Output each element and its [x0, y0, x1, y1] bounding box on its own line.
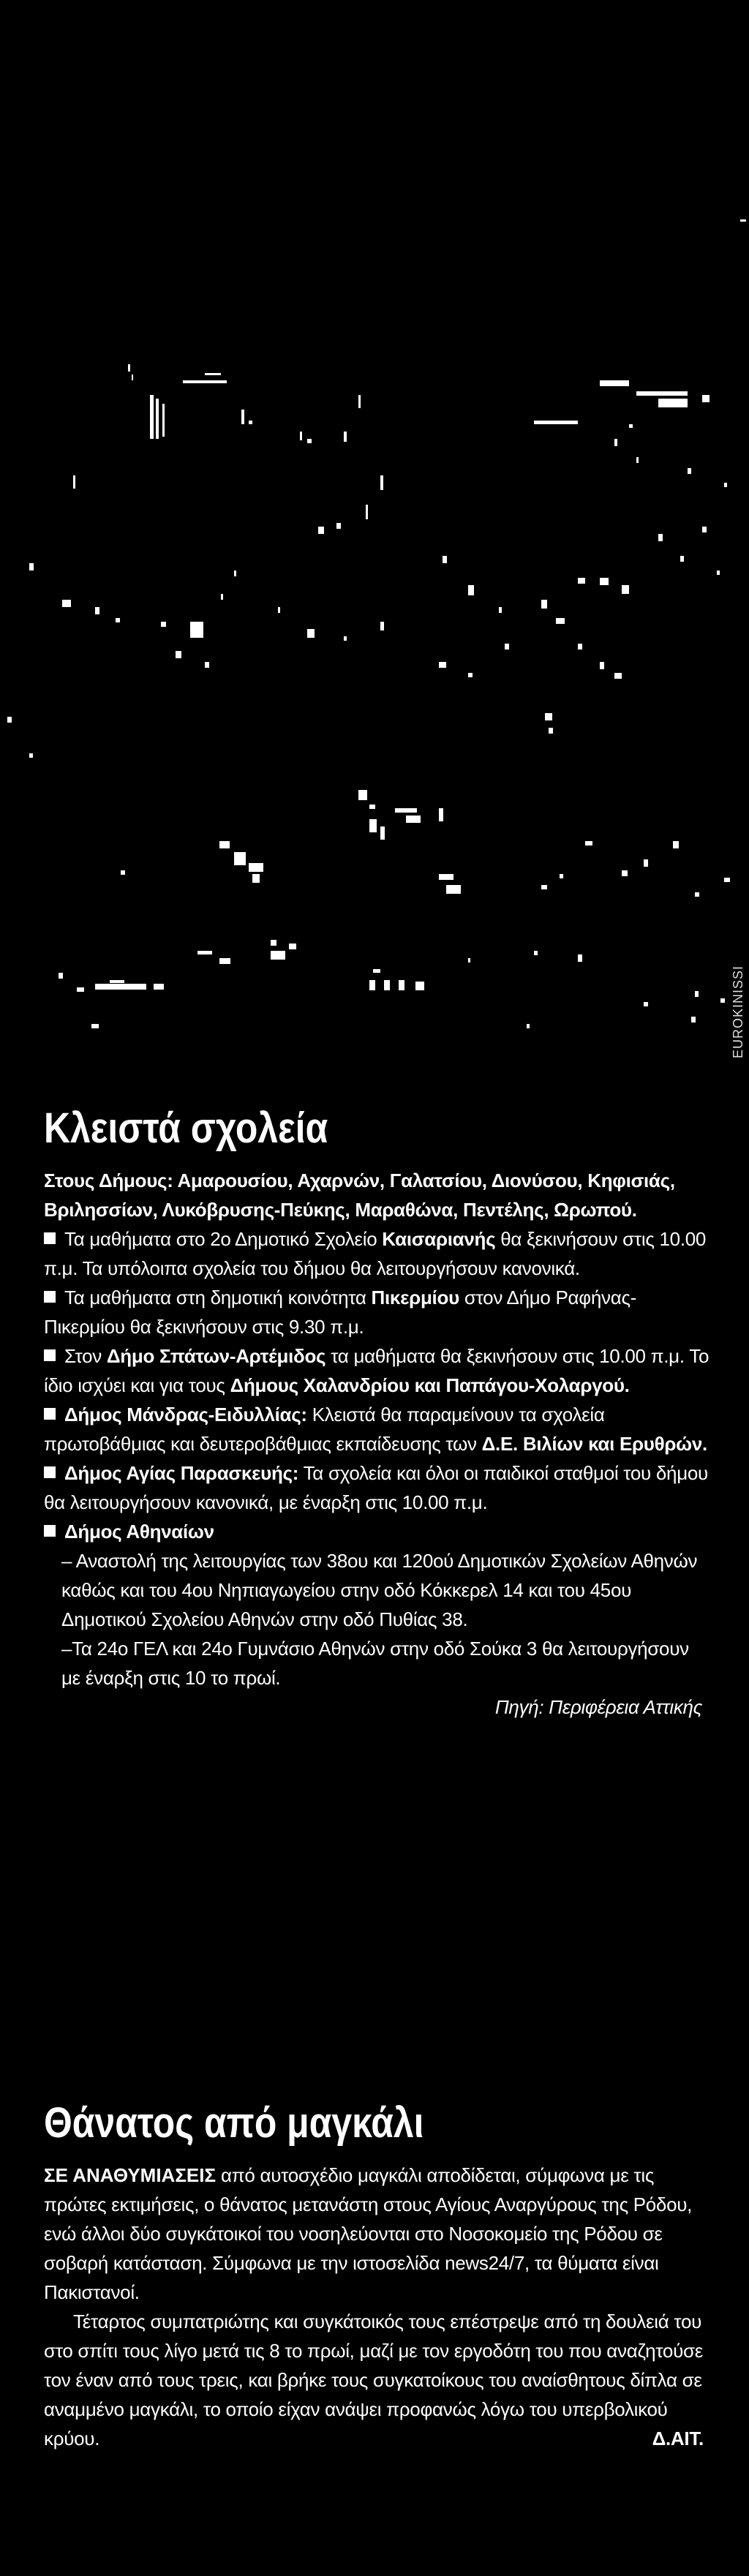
item-text: στον Δήμο Ραφήνας-Πικερμίου θα ξεκινήσουν στις 9.30 π.μ. — [44, 1287, 637, 1338]
item-bold: Δ.Ε. Βιλίων και Ερυθρών. — [481, 1433, 707, 1455]
list-item — [44, 1224, 710, 1283]
intro-paragraph — [44, 1166, 710, 1224]
lead-text: ΣΕ ΑΝΑΘΥΜΙΑΣΕΙΣ — [44, 2164, 217, 2186]
paragraph — [44, 2161, 710, 2307]
sub-item: – Αναστολή της λειτουργίας των 38ου και 120ού Δημοτικών Σχολείων Αθηνών καθώς και του 4ου Νηπιαγωγείου στην οδό Κόκκερελ 14 και του 45ου Δημοτικού Σχολείου Αθηνών στην οδό Πυθίας 38. — [61, 1550, 698, 1630]
list-item — [44, 1517, 710, 1546]
bullet-square-icon — [44, 1232, 56, 1244]
item-text: Τα μαθήματα στη δημοτική κοινότητα — [64, 1287, 372, 1308]
intro-text: Στους Δήμους: Αμαρουσίου, Αχαρνών, Γαλατσίου, Διονύσου, Κηφισιάς, Βριλησσίων, Λυκόβρυσης-Πεύκης, Μαραθώνα, Πεντέλης, Ωρωπού. — [44, 1170, 675, 1221]
photo-credit: EUROKINISSI — [731, 965, 745, 1059]
paragraph — [44, 2307, 710, 2453]
item-text: θα ξεκινήσουν στις 10.00 π.μ. Τα υπόλοιπα σχολεία του δήμου θα λειτουργήσουν κανονικά. — [44, 1228, 707, 1279]
bullet-square-icon — [44, 1408, 56, 1420]
article-closed-schools — [44, 1104, 710, 1722]
paragraph-text: Τέταρτος συμπατριώτης και συγκάτοικός τους επέστρεψε από τη δουλειά του στο σπίτι τους λίγο μετά τις 8 το πρωί, μαζί με τον εργοδότη του που αναζητούσε τον έναν από τους τρεις, και βρήκε τους συγκατοίκους του αναίσθητους δίπλα σε αναμμένο μαγκάλι, το οποίο είχαν ανάψει προφανώς λόγω του υπερβολικού κρύου. — [44, 2311, 704, 2449]
item-bold: Δήμος Αθηναίων — [64, 1521, 214, 1543]
item-bold: Δήμος Μάνδρας-Ειδυλλίας: — [64, 1404, 307, 1426]
list-item — [44, 1341, 710, 1400]
item-text: Κλειστά θα παραμείνουν τα σχολεία πρωτοβάθμιας και δευτεροβάθμιας εκπαίδευσης των — [44, 1404, 605, 1455]
author-signature: Δ.ΑΙΤ. — [652, 2428, 704, 2449]
bullet-square-icon — [44, 1291, 56, 1303]
article-brazier-death — [44, 2099, 710, 2453]
item-bold: Καισαριανής — [382, 1228, 496, 1250]
item-bold: Δήμους Χαλανδρίου και Παπάγου-Χολαργού. — [230, 1374, 630, 1396]
night-city-photo — [0, 0, 749, 1061]
bullet-square-icon — [44, 1525, 56, 1537]
article-body — [44, 2161, 710, 2453]
item-bold: Δήμος Αγίας Παρασκευής: — [64, 1462, 299, 1484]
item-text: Τα μαθήματα στο 2ο Δημοτικό Σχολείο — [64, 1228, 383, 1250]
headline-closed-schools: Κλειστά σχολεία — [44, 1104, 328, 1152]
bullet-square-icon — [44, 1466, 56, 1478]
item-text: Στον — [64, 1345, 107, 1367]
source-credit: Πηγή: Περιφέρεια Αττικής — [494, 1696, 702, 1718]
city-lights-illustration — [0, 0, 749, 1061]
headline-brazier-death: Θάνατος από μαγκάλι — [44, 2099, 424, 2147]
item-bold: Δήμο Σπάτων-Αρτέμιδος — [106, 1345, 326, 1367]
article-body — [44, 1166, 710, 1722]
list-item — [44, 1283, 710, 1341]
paragraph-text: από αυτοσχέδιο μαγκάλι αποδίδεται, σύμφωνα με τις πρώτες εκτιμήσεις, ο θάνατος μετανάστη στους Αγίους Αναργύρους της Ρόδου, ενώ άλλοι δύο συγκάτοικοί του νοσηλεύονται στο Νοσοκομείο της Ρόδου σε σοβαρή κατάσταση. Σύμφωνα με την ιστοσελίδα news24/7, τα θύματα είναι Πακιστανοί. — [44, 2164, 693, 2303]
bullet-square-icon — [44, 1349, 56, 1361]
sub-item: –Τα 24ο ΓΕΛ και 24ο Γυμνάσιο Αθηνών στην οδό Σούκα 3 θα λειτουργήσουν με έναρξη στις 10 το πρωί. — [61, 1638, 689, 1689]
list-item — [44, 1458, 710, 1517]
list-item — [44, 1400, 710, 1458]
item-bold: Πικερμίου — [371, 1287, 459, 1308]
item-text: Τα σχολεία και όλοι οι παιδικοί σταθμοί του δήμου θα λειτουργήσουν κανονικά, με έναρξη στις 10.00 π.μ. — [44, 1462, 708, 1513]
item-text: τα μαθήματα θα ξεκινήσουν στις 10.00 π.μ. Το ίδιο ισχύει και για τους — [44, 1345, 710, 1396]
